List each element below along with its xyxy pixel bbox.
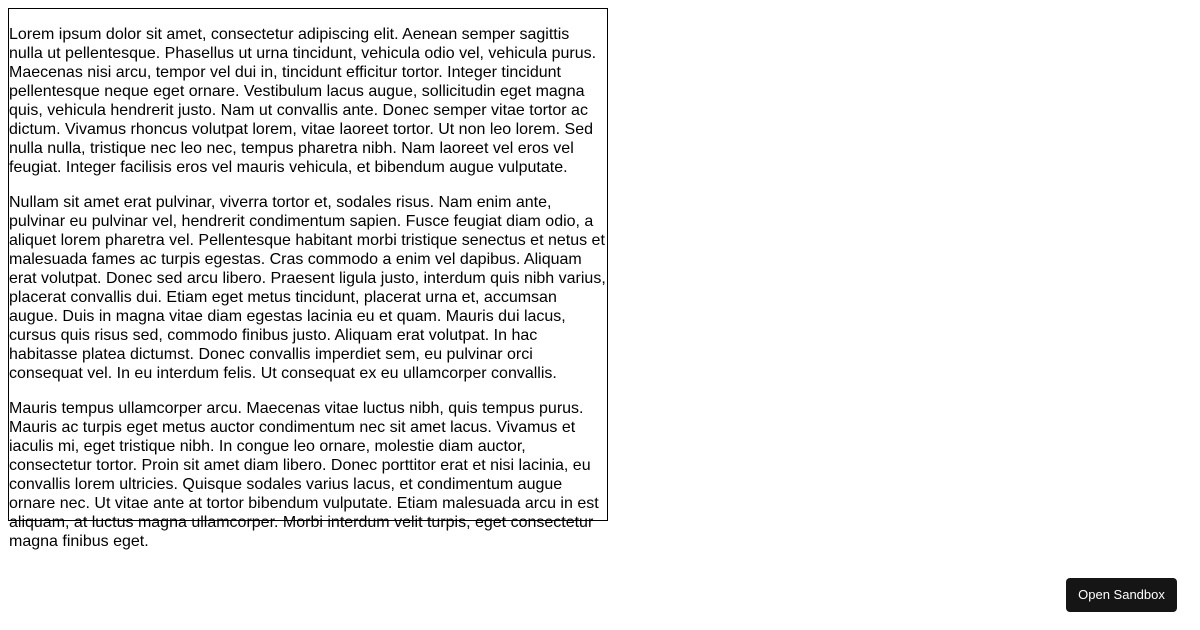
paragraph-1: Lorem ipsum dolor sit amet, consectetur adipiscing elit. Aenean semper sagittis nulla ut pellentesque. Phasellus ut urna tincidunt, vehicula odio vel, vehicula purus. Maecenas nisi arcu, tempor vel dui in, tincidunt efficitur tortor. Integer tincidunt pellentesque neque eget ornare. Vestibulum lacus augue, sollicitudin eget magna quis, vehicula hendrerit justo. Nam ut convallis ante. Donec semper vitae tortor ac dictum. Vivamus rhoncus volutpat lorem, vitae laoreet tortor. Ut non leo lorem. Sed nulla nulla, tristique nec leo nec, tempus pharetra nibh. Nam laoreet vel eros vel feugiat. Integer facilisis eros vel mauris vehicula, et bibendum augue vulputate.: [9, 26, 597, 176]
scrollable-text-container[interactable]: [8, 8, 608, 550]
open-sandbox-button[interactable]: Open Sandbox: [1066, 578, 1177, 612]
paragraph-2: Nullam sit amet erat pulvinar, viverra tortor et, sodales risus. Nam enim ante, pulvinar eu pulvinar vel, hendrerit condimentum sapien. Fusce feugiat diam odio, a aliquet lorem pharetra vel. Pellentesque habitant morbi tristique senectus et netus et malesuada fames ac turpis egestas. Cras commodo a enim vel dapibus. Aliquam erat volutpat. Donec sed arcu libero. Praesent ligula justo, interdum quis nibh varius, placerat convallis dui. Etiam eget metus tincidunt, placerat urna et, accumsan augue. Duis in magna vitae diam egestas lacinia eu et quam. Mauris dui lacus, cursus quis risus sed, commodo finibus justo. Aliquam erat volutpat. In hac habitasse platea dictumst. Donec convallis imperdiet sem, eu pulvinar orci consequat vel. In eu interdum felis. Ut consequat ex eu ullamcorper convallis.: [9, 194, 606, 382]
paragraph-3: Mauris tempus ullamcorper arcu. Maecenas vitae luctus nibh, quis tempus purus. Mauris ac turpis eget metus auctor condimentum nec sit amet lacus. Vivamus et iaculis mi, eget tristique nibh. In congue leo ornare, molestie diam auctor, consectetur tortor. Proin sit amet diam libero. Donec porttitor erat et nisi lacinia, eu convallis lorem ultricies. Quisque sodales varius lacus, et condimentum augue ornare nec. Ut vitae ante at tortor bibendum vulputate. Etiam malesuada arcu in est aliquam, at luctus magna ullamcorper. Morbi interdum velit turpis, eget consectetur magna finibus eget.: [9, 400, 599, 550]
